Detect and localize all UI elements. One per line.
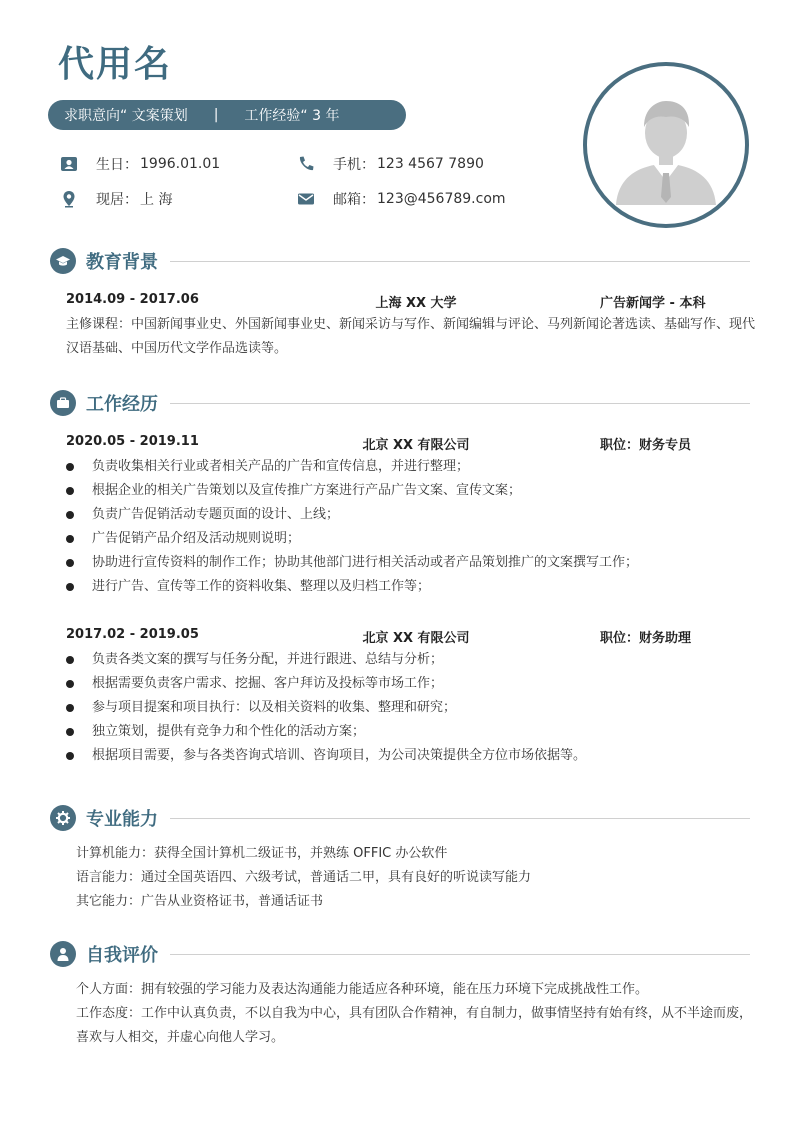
phone-row	[297, 154, 484, 174]
list-item: 负责收集相关行业或者相关产品的广告和宣传信息，并进行整理；	[66, 455, 756, 479]
job-2-row	[66, 627, 716, 646]
skills-section-header	[50, 805, 750, 831]
briefcase-icon	[50, 390, 76, 416]
list-item: 负责各类文案的撰写与任务分配，并进行跟进、总结与分析；	[66, 648, 756, 672]
birthday-label: 生日：	[96, 157, 138, 173]
job-1-row	[66, 434, 716, 453]
phone-label: 手机：	[333, 157, 375, 173]
graduation-cap-icon	[50, 248, 76, 274]
evaluation-personal: 个人方面：拥有较强的学习能力及表达沟通能力能适应各种环境，能在压力环境下完成挑战性工作。	[76, 982, 649, 997]
job-intent-bar	[48, 100, 406, 130]
evaluation-divider	[170, 954, 750, 955]
education-period: 2014.09 - 2017.06	[66, 292, 199, 307]
person-icon	[50, 941, 76, 967]
education-title: 教育背景	[86, 252, 158, 273]
list-item: 协助进行宣传资料的制作工作；协助其他部门进行相关活动或者产品策划推广的文案撰写工作；	[66, 551, 756, 575]
id-card-icon	[60, 155, 78, 173]
phone-value: 123 4567 7890	[377, 156, 484, 172]
list-item: 根据项目需要，参与各类咨询式培训、咨询项目，为公司决策提供全方位市场依据等。	[66, 744, 756, 768]
list-item: 语言能力：通过全国英语四、六级考试，普通话二甲，具有良好的听说读写能力	[76, 870, 532, 885]
evaluation-text	[76, 978, 756, 1050]
education-divider	[170, 261, 750, 262]
email-value: 123@456789.com	[377, 191, 506, 207]
work-section-header	[50, 390, 750, 416]
education-section-header	[50, 248, 750, 274]
evaluation-attitude: 工作态度：工作中认真负责，不以自我为中心，具有团队合作精神，有自制力，做事情坚持有始有终，从不半途而废，喜欢与人相交，并虚心向他人学习。	[76, 1006, 753, 1045]
list-item: 根据企业的相关广告策划以及宣传推广方案进行产品广告文案、宣传文案；	[66, 479, 756, 503]
work-experience: 工作经验“ 3 年	[244, 108, 340, 124]
gear-icon	[50, 805, 76, 831]
avatar	[583, 62, 749, 228]
education-courses: 主修课程：中国新闻事业史、外国新闻事业史、新闻采访与写作、新闻编辑与评论、马列新闻论著选读、基础写作、现代汉语基础、中国历代文学作品选读等。	[66, 317, 756, 356]
skills-title: 专业能力	[86, 809, 158, 830]
work-title: 工作经历	[86, 394, 158, 415]
education-school: 上海 XX 大学	[375, 296, 457, 311]
list-item: 进行广告、宣传等工作的资料收集、整理以及归档工作等；	[66, 575, 756, 599]
work-divider	[170, 403, 750, 404]
list-item: 计算机能力：获得全国计算机二级证书，并熟练 OFFIC 办公软件	[76, 846, 448, 861]
envelope-icon	[297, 190, 315, 208]
list-item: 广告促销产品介绍及活动规则说明；	[66, 527, 756, 551]
person-silhouette-icon	[606, 85, 726, 205]
birthday-row	[60, 154, 220, 174]
candidate-name: 代用名	[58, 44, 173, 85]
education-major: 广告新闻学 - 本科	[600, 296, 706, 311]
list-item: 负责广告促销活动专题页面的设计、上线；	[66, 503, 756, 527]
job-2-period: 2017.02 - 2019.05	[66, 627, 199, 642]
intent-separator: |	[213, 107, 219, 123]
job-1-period: 2020.05 - 2019.11	[66, 434, 199, 449]
list-item: 独立策划，提供有竞争力和个性化的活动方案；	[66, 720, 756, 744]
phone-icon	[297, 155, 315, 173]
list-item: 根据需要负责客户需求、挖掘、客户拜访及投标等市场工作；	[66, 672, 756, 696]
job-2-position: 职位：财务助理	[600, 631, 692, 646]
location-pin-icon	[60, 190, 78, 208]
skills-divider	[170, 818, 750, 819]
evaluation-section-header	[50, 941, 750, 967]
job-2-company: 北京 XX 有限公司	[362, 631, 470, 646]
job-2-duties	[66, 648, 756, 768]
list-item: 参与项目提案和项目执行：以及相关资料的收集、整理和研究；	[66, 696, 756, 720]
job-1-position: 职位：财务专员	[600, 438, 692, 453]
job-1-duties	[66, 455, 756, 599]
skills-list	[76, 842, 756, 914]
job-intent: 求职意向“ 文案策划	[64, 108, 188, 124]
list-item: 其它能力：广告从业资格证书，普通话证书	[76, 894, 324, 909]
residence-value: 上 海	[140, 192, 173, 208]
email-label: 邮箱：	[333, 192, 375, 208]
residence-row	[60, 189, 172, 209]
evaluation-title: 自我评价	[86, 945, 158, 966]
education-row	[66, 292, 716, 311]
job-1-company: 北京 XX 有限公司	[362, 438, 470, 453]
email-row	[297, 189, 506, 209]
birthday-value: 1996.01.01	[140, 156, 221, 172]
residence-label: 现居：	[96, 192, 138, 208]
